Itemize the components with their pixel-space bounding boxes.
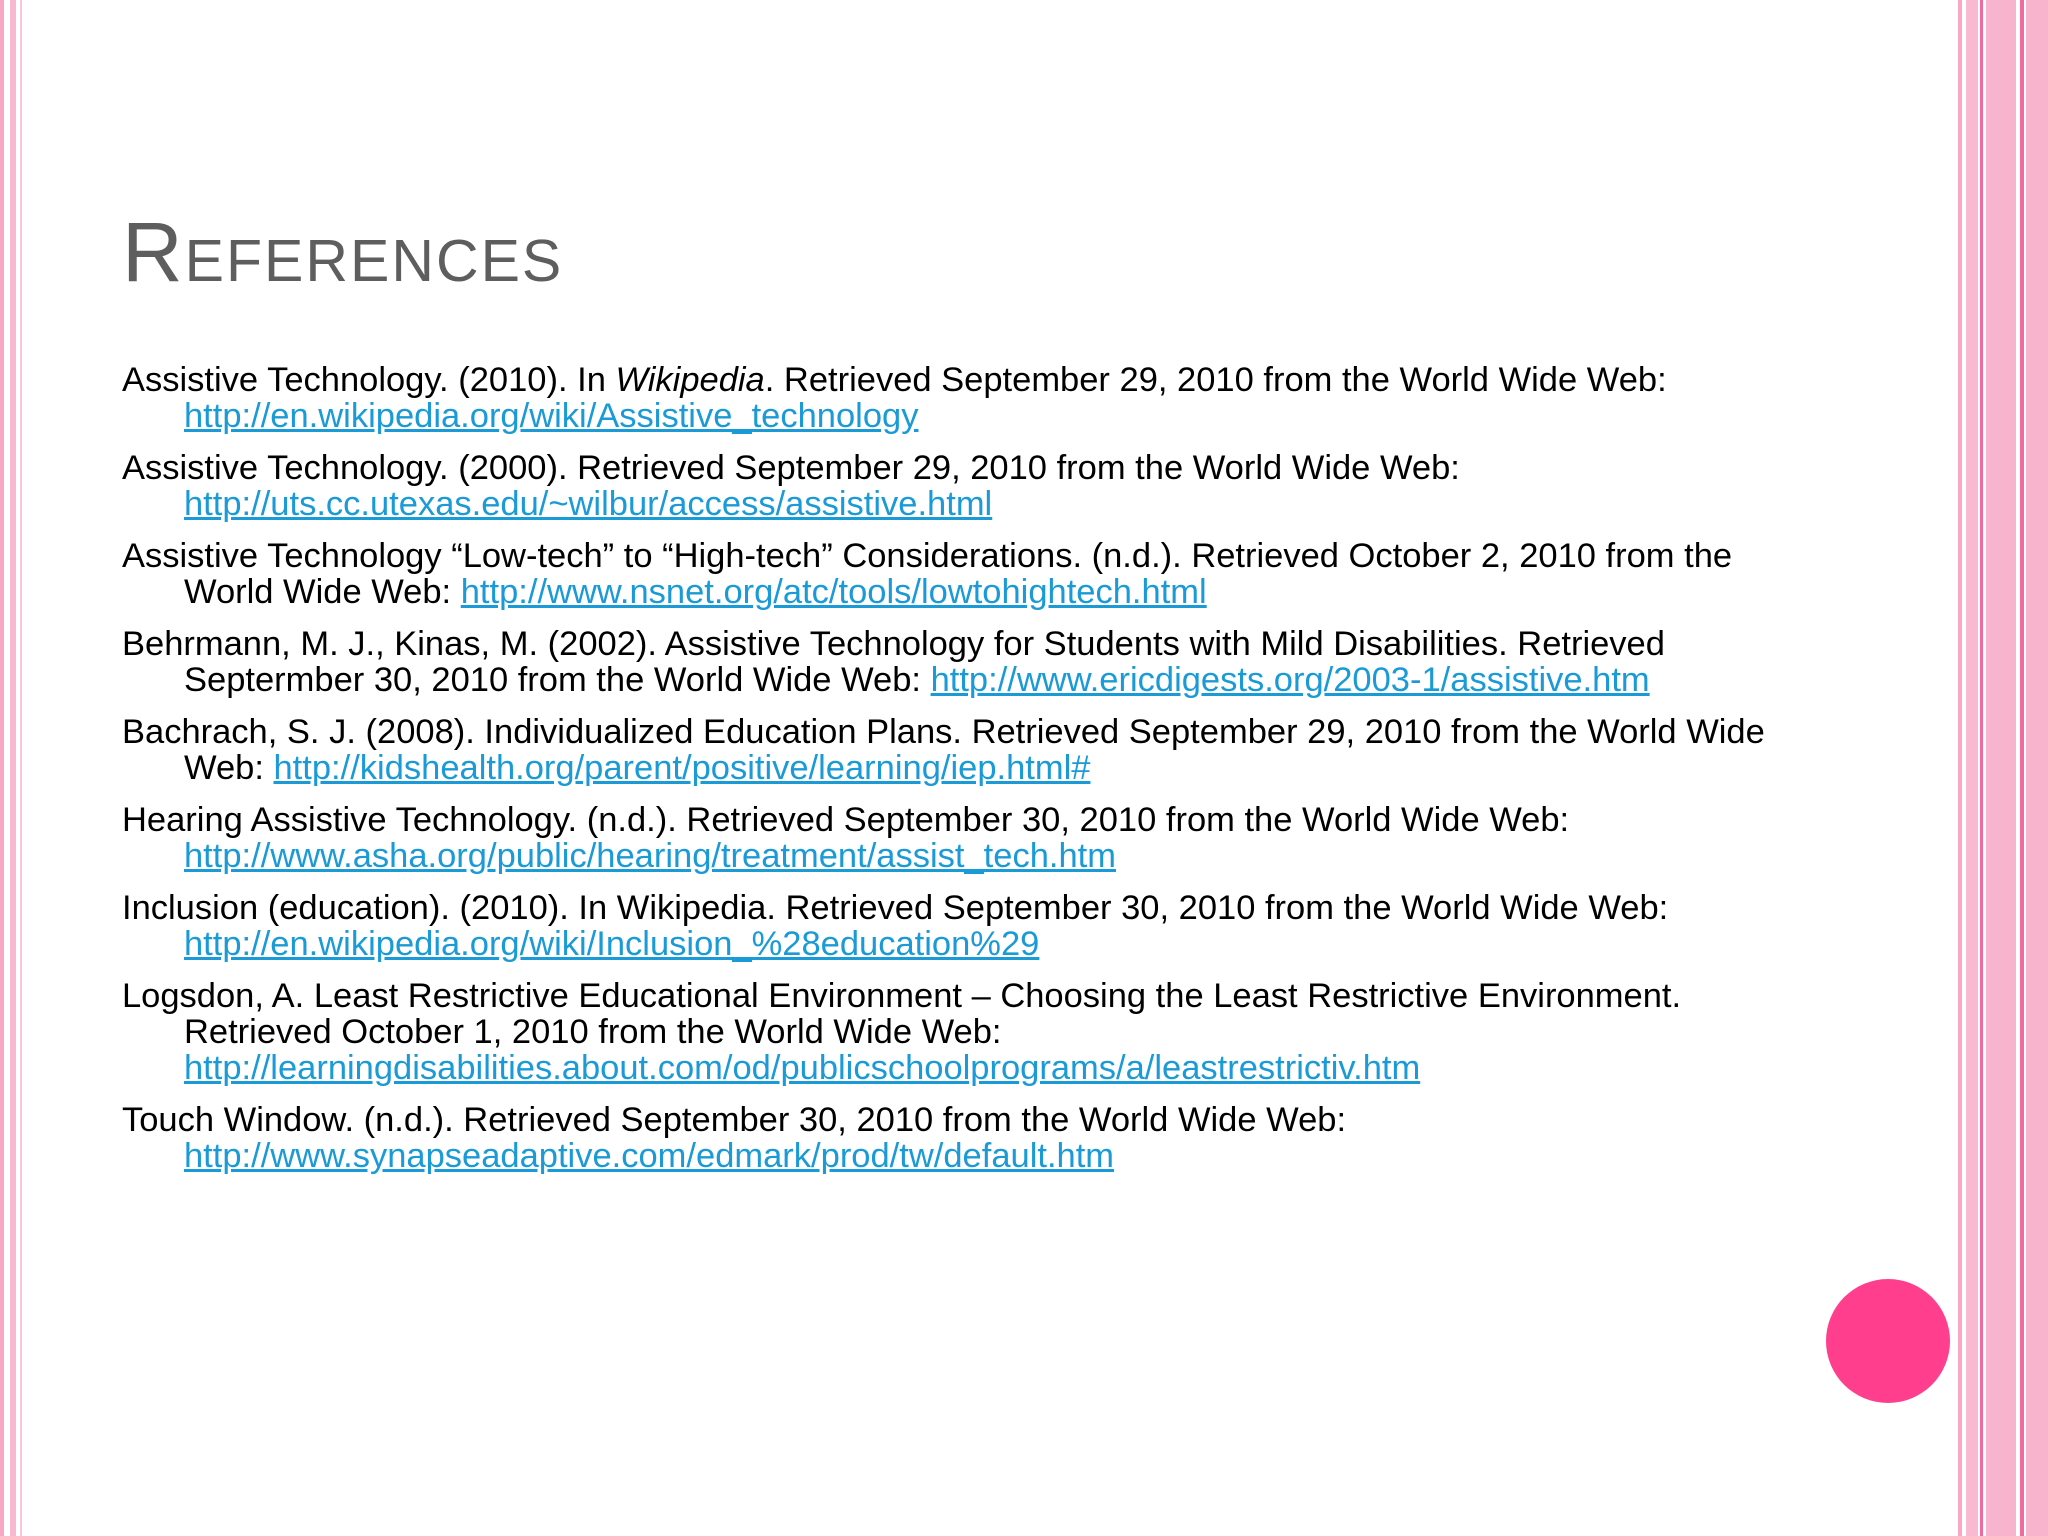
left-border-stripe xyxy=(10,0,16,1536)
right-border-stripe xyxy=(2026,0,2048,1536)
reference-text: Assistive Technology. (2010). In xyxy=(122,361,616,399)
decorative-circle xyxy=(1826,1279,1950,1403)
reference-link[interactable]: http://www.synapseadaptive.com/edmark/prod/tw/default.htm xyxy=(184,1137,1115,1175)
reference-item xyxy=(122,626,1822,698)
reference-link[interactable]: http://www.asha.org/public/hearing/treatment/assist_tech.htm xyxy=(184,837,1116,875)
reference-item xyxy=(122,978,1822,1086)
reference-item xyxy=(122,714,1822,786)
reference-item xyxy=(122,538,1822,610)
left-border-stripe xyxy=(0,0,4,1536)
reference-italic-source: Wikipedia xyxy=(615,361,765,399)
reference-item xyxy=(122,890,1822,962)
reference-text: Assistive Technology. (2000). Retrieved September 29, 2010 from the World Wide Web: xyxy=(122,449,1460,487)
left-border-stripe xyxy=(20,0,22,1536)
reference-link[interactable]: http://uts.cc.utexas.edu/~wilbur/access/assistive.html xyxy=(184,485,993,523)
reference-text: Hearing Assistive Technology. (n.d.). Retrieved September 30, 2010 from the World Wide Web: xyxy=(122,801,1570,839)
reference-text: Behrmann, M. J., Kinas, M. (2002). Assistive Technology for Students with Mild Disabilities. Retrieved Septermber 30, 2010 from the World Wide Web: xyxy=(122,625,1665,699)
reference-link[interactable]: http://kidshealth.org/parent/positive/learning/iep.html# xyxy=(273,749,1091,787)
reference-link[interactable]: http://en.wikipedia.org/wiki/Inclusion_%28education%29 xyxy=(184,925,1040,963)
reference-list xyxy=(122,362,1822,1190)
reference-link[interactable]: http://en.wikipedia.org/wiki/Assistive_technology xyxy=(184,397,919,435)
reference-text: Assistive Technology “Low-tech” to “High-tech” Considerations. (n.d.). Retrieved October 2, 2010 from the World Wide Web: xyxy=(122,537,1733,611)
reference-text: . Retrieved September 29, 2010 from the World Wide Web: xyxy=(764,361,1667,399)
slide-title: References xyxy=(122,205,564,299)
reference-link[interactable]: http://www.ericdigests.org/2003-1/assistive.htm xyxy=(930,661,1650,699)
right-border-stripe xyxy=(1980,0,1983,1536)
reference-item xyxy=(122,450,1822,522)
reference-item xyxy=(122,802,1822,874)
reference-text: Inclusion (education). (2010). In Wikipedia. Retrieved September 30, 2010 from the World Wide Web: xyxy=(122,889,1669,927)
right-border-stripe xyxy=(2020,0,2024,1536)
reference-link[interactable]: http://learningdisabilities.about.com/od/publicschoolprograms/a/leastrestrictiv.htm xyxy=(184,1049,1421,1087)
right-border-stripe xyxy=(1958,0,1962,1536)
reference-item xyxy=(122,362,1822,434)
reference-text: Touch Window. (n.d.). Retrieved September 30, 2010 from the World Wide Web: xyxy=(122,1101,1347,1139)
reference-item xyxy=(122,1102,1822,1174)
right-border-stripe xyxy=(1986,0,2016,1536)
reference-text: Logsdon, A. Least Restrictive Educational Environment – Choosing the Least Restrictive Environment. Retrieved October 1, 2010 from the World Wide Web: xyxy=(122,977,1682,1051)
reference-link[interactable]: http://www.nsnet.org/atc/tools/lowtohightech.html xyxy=(460,573,1207,611)
right-border-stripe xyxy=(1966,0,1978,1536)
reference-text: Bachrach, S. J. (2008). Individualized Education Plans. Retrieved September 29, 2010 from the World Wide Web: xyxy=(122,713,1765,787)
